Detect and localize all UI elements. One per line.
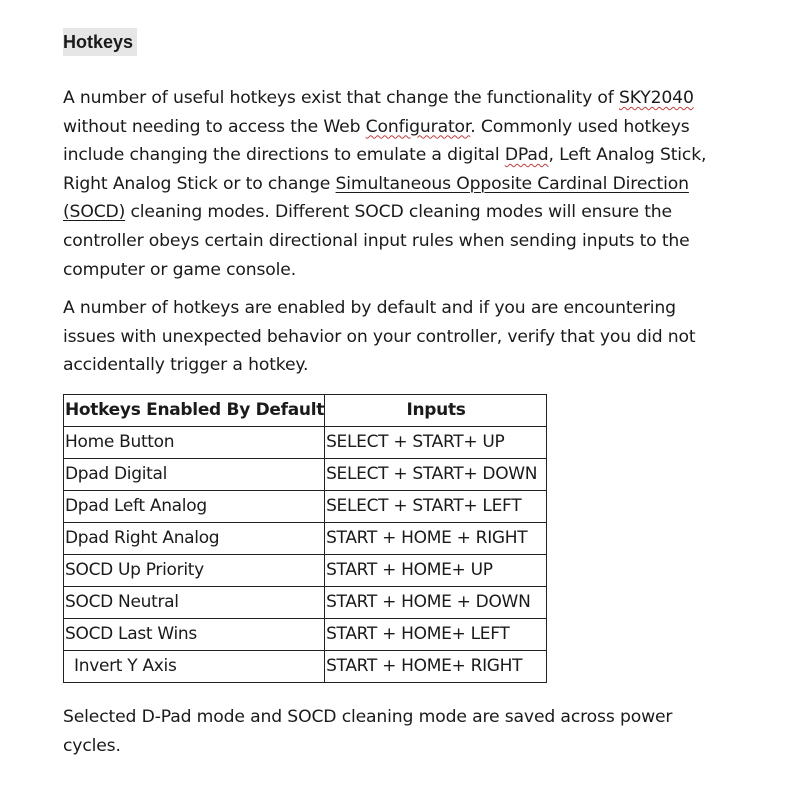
hotkey-name: Dpad Digital <box>64 458 325 490</box>
hotkey-name: Invert Y Axis <box>64 650 325 682</box>
hotkey-inputs: START + HOME + DOWN <box>325 586 547 618</box>
table-row <box>64 458 547 490</box>
table-header-row <box>64 394 547 426</box>
intro-paragraph <box>63 84 753 284</box>
intro-text-3: . Commonly used hotkeys include changing the directions to emulate a digital <box>63 116 690 166</box>
hotkey-inputs: SELECT + START+ UP <box>325 426 547 458</box>
table-row <box>64 554 547 586</box>
hotkey-inputs: START + HOME+ LEFT <box>325 618 547 650</box>
header-hotkeys: Hotkeys Enabled By Default <box>64 394 325 426</box>
header-inputs: Inputs <box>325 394 547 426</box>
socd-link[interactable]: Simultaneous Opposite Cardinal Direction (SOCD) <box>63 173 689 223</box>
hotkey-name: SOCD Last Wins <box>64 618 325 650</box>
table-row <box>64 426 547 458</box>
table-row <box>64 586 547 618</box>
hotkey-name: Home Button <box>64 426 325 458</box>
hotkey-inputs: START + HOME+ RIGHT <box>325 650 547 682</box>
intro-text-1: A number of useful hotkeys exist that change the functionality of <box>63 88 619 108</box>
spellcheck-word-dpad: DPad <box>504 145 549 166</box>
section-heading: Hotkeys <box>63 28 137 56</box>
intro-text-4: , Left Analog Stick, Right Analog Stick or to change <box>63 145 707 194</box>
hotkey-inputs: START + HOME+ UP <box>325 554 547 586</box>
hotkeys-table <box>63 394 547 683</box>
table-row <box>64 618 547 650</box>
intro-text-2: without needing to access the Web <box>63 116 366 137</box>
hotkey-name: SOCD Up Priority <box>64 554 325 586</box>
hotkey-inputs: SELECT + START+ DOWN <box>325 458 547 490</box>
spellcheck-word-configurator: Configurator <box>365 116 471 137</box>
table-row <box>64 490 547 522</box>
spellcheck-word-sky2040: SKY2040 <box>618 88 694 108</box>
hotkey-name: SOCD Neutral <box>64 586 325 618</box>
table-row <box>64 650 547 682</box>
hotkey-inputs: SELECT + START+ LEFT <box>325 490 547 522</box>
saved-modes-paragraph: Selected D-Pad mode and SOCD cleaning mode are saved across power cycles. <box>63 706 673 756</box>
hotkey-inputs: START + HOME + RIGHT <box>325 522 547 554</box>
hotkey-name: Dpad Left Analog <box>64 490 325 522</box>
intro-text-5: cleaning modes. Different SOCD cleaning modes will ensure the controller obeys certain directional input rules when sending inputs to the computer or game console. <box>63 202 690 280</box>
table-row <box>64 522 547 554</box>
default-hotkeys-paragraph: A number of hotkeys are enabled by default and if you are encountering issues with unexpected behavior on your controller, verify that you did not accidentally trigger a hotkey. <box>63 298 696 376</box>
hotkey-name: Dpad Right Analog <box>64 522 325 554</box>
document-page <box>63 28 753 760</box>
